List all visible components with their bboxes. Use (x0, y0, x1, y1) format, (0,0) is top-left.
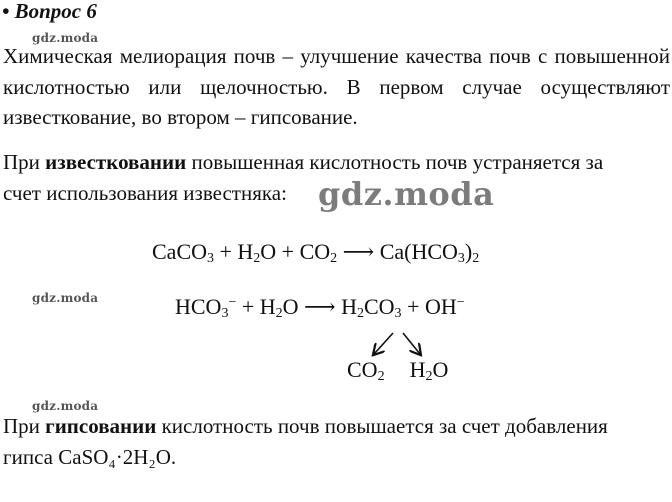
liming-term: известковании (45, 150, 187, 174)
equation-1-reactants: CaCO$_3$ + $H_2O + CO_2$ (152, 239, 338, 266)
intro-paragraph: Химическая мелиорация почв – улучшение качества почв с повышенной кислотностью или щелочностью. В первом случае осуществляют известкование, во втором – гипсование. (3, 44, 670, 129)
arrow-to-h2o (403, 333, 420, 354)
equation-2-arrow: ⟶ (304, 294, 336, 319)
product-h2o: $H_2O$ (409, 357, 449, 384)
decomposition-products (347, 357, 448, 383)
gypsum-suffix: кислотность почв повышается за счет добавления (156, 414, 608, 438)
product-co2: $CO_2$ (347, 357, 385, 384)
liming-prefix: При (3, 150, 46, 174)
equation-1-arrow: ⟶ (342, 239, 375, 264)
question-heading: • Вопрос 6 (2, 0, 97, 23)
watermark-small: gdz.moda (32, 31, 99, 45)
equation-1-product: $Ca(HCO_3)_2$ (379, 239, 480, 266)
gypsum-term: гипсовании (45, 414, 157, 438)
watermark-big: gdz.moda (318, 175, 495, 213)
arrow-to-co2 (374, 333, 393, 354)
watermark-small: gdz.moda (32, 399, 99, 413)
equation-2-reactants: $HCO_3^- + H_2O$ (175, 294, 299, 321)
gypsum-sentence-line1 (3, 414, 608, 439)
liming-suffix: повышенная кислотность почв устраняется за (186, 150, 604, 174)
liming-sentence-line2: счет использования известняка: (3, 181, 287, 205)
watermark-small: gdz.moda (32, 291, 99, 305)
gypsum-prefix: При (3, 414, 46, 438)
equation-2-products: $H_2CO_3 + OH^-$ (341, 294, 465, 321)
gypsum-sentence-line2: гипса CaSO₄·2H₂O. (3, 445, 177, 469)
